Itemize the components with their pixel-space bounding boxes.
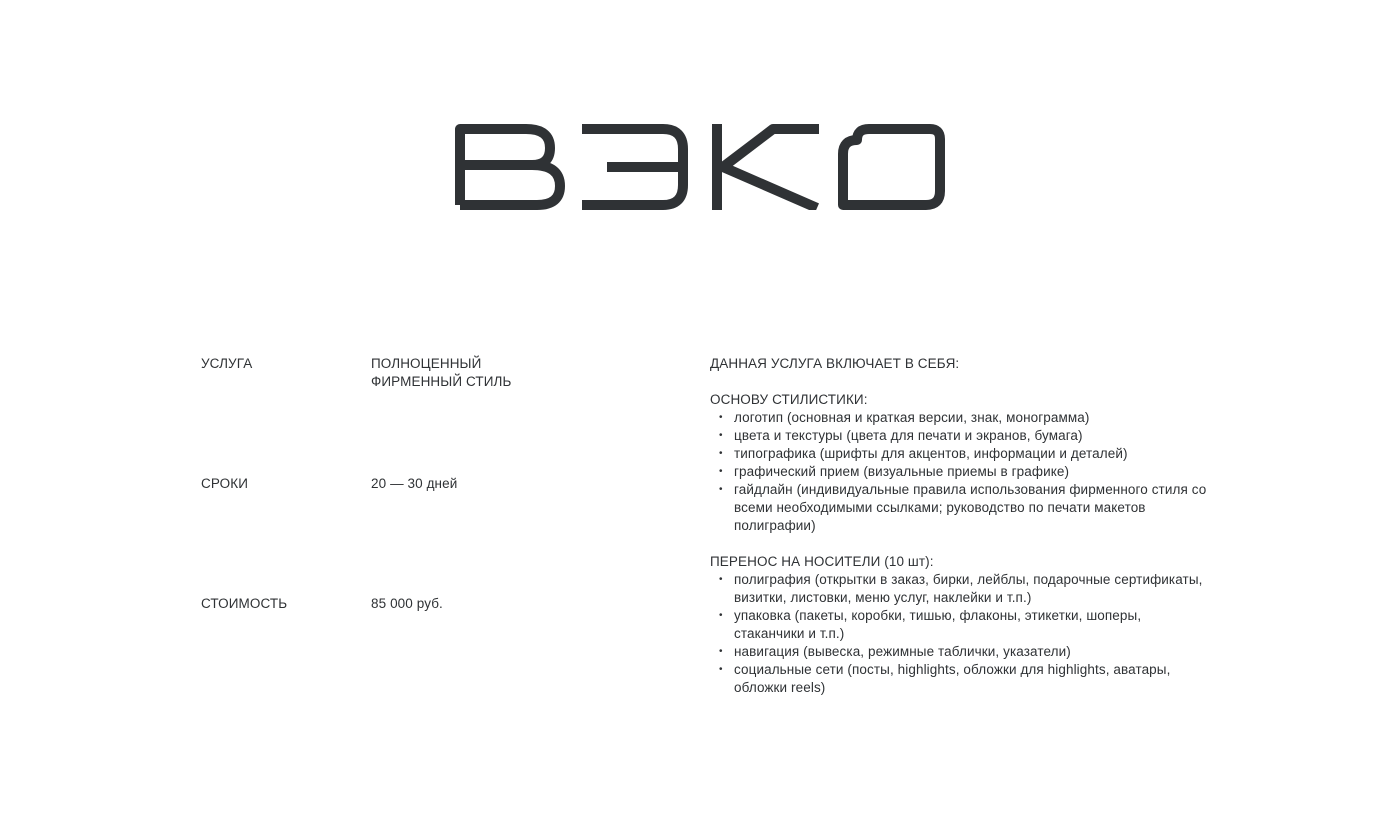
term-value: 20 — 30 дней <box>371 476 458 491</box>
cost-value: 85 000 руб. <box>371 596 443 611</box>
list-item: • графический прием (визуальные приемы в графике) <box>710 463 1210 481</box>
list-item: • логотип (основная и краткая версии, знак, монограмма) <box>710 409 1210 427</box>
brand-logo-wordmark <box>455 124 945 210</box>
service-value <box>371 355 651 391</box>
style-basis-title: ОСНОВУ СТИЛИСТИКИ: <box>710 392 868 407</box>
list-item: • цвета и текстуры (цвета для печати и экранов, бумага) <box>710 427 1210 445</box>
list-item: • социальные сети (посты, highlights, обложки для highlights, аватары, обложки reels) <box>710 661 1210 697</box>
list-item: • типографика (шрифты для акцентов, информации и деталей) <box>710 445 1210 463</box>
list-item: • упаковка (пакеты, коробки, тишью, флаконы, этикетки, шоперы, стаканчики и т.п.) <box>710 607 1210 643</box>
list-item: • полиграфия (открытки в заказ, бирки, лейблы, подарочные сертификаты, визитки, листовки, меню услуг, наклейки и т.п.) <box>710 571 1210 607</box>
list-item: • навигация (вывеска, режимные таблички, указатели) <box>710 643 1210 661</box>
media-list <box>710 571 1210 697</box>
cost-label: СТОИМОСТЬ <box>201 596 288 611</box>
term-label: СРОКИ <box>201 476 249 491</box>
brand-logo <box>455 124 945 210</box>
list-item: • гайдлайн (индивидуальные правила использования фирменного стиля со всеми необходимыми ссылками; руководство по печати макетов полиграфии) <box>710 481 1210 535</box>
service-label: УСЛУГА <box>201 356 253 371</box>
style-basis-list <box>710 409 1210 535</box>
media-title: ПЕРЕНОС НА НОСИТЕЛИ (10 шт): <box>710 554 934 569</box>
service-value-line: ФИРМЕННЫЙ СТИЛЬ <box>371 374 512 389</box>
service-value-line: ПОЛНОЦЕННЫЙ <box>371 356 482 371</box>
includes-section <box>710 355 1210 697</box>
includes-heading: ДАННАЯ УСЛУГА ВКЛЮЧАЕТ В СЕБЯ: <box>710 356 960 371</box>
